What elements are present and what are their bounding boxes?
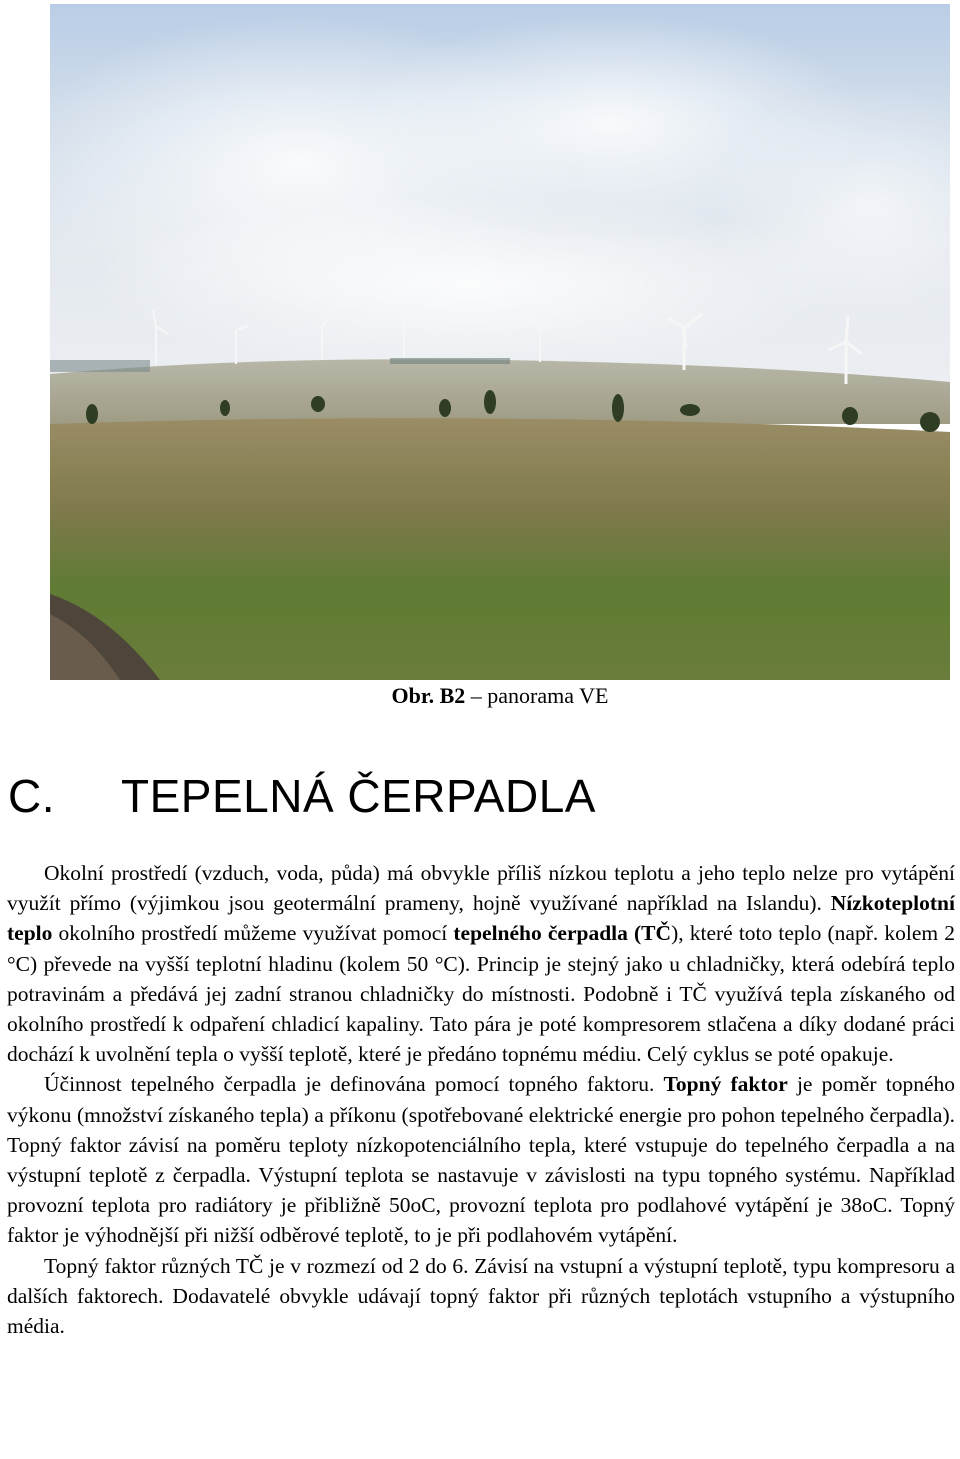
paragraph-3: [7, 1251, 955, 1342]
caption-label: Obr. B2: [391, 683, 466, 708]
wind-turbine-panorama-photo: [50, 4, 950, 680]
paragraph-text: Okolní prostředí (vzduch, voda, půda) má obvykle příliš nízkou teplotu a jeho teplo nelze pro vytápění využít přímo (výjimkou jsou geotermální prameny, hojně využívané například na Islandu).: [7, 861, 955, 916]
section-title: TEPELNÁ ČERPADLA: [121, 770, 596, 822]
paragraph-text: je poměr topného výkonu (množství získaného tepla) a příkonu (spotřebované elektrické energie pro pohon tepelného čerpadla). Topný faktor závisí na poměru teploty nízkopotenciálního tepla, které vstupuje do tepelného čerpadla a na výstupní teplotě z čerpadla. Výstupní teplota se nastavuje v závislosti na typu topného systému. Například provozní teplota pro radiátory je přibližně 50oC, provozní teplota pro podlahové vytápění je 38oC. Topný faktor je výhodnější při nižší odběrové teplotě, to je při podlahovém vytápění.: [7, 1072, 955, 1248]
section-heading: [8, 766, 596, 826]
paragraph-1: [7, 858, 955, 1069]
bold-term: Nízkoteplotní teplo: [7, 891, 955, 946]
body-text: [7, 858, 955, 1341]
caption-text: – panorama VE: [465, 683, 609, 708]
distant-forest: [390, 358, 510, 364]
field: [50, 418, 950, 680]
figure-caption: [0, 680, 960, 712]
paragraph-text: Topný faktor různých TČ je v rozmezí od 2 do 6. Závisí na vstupní a výstupní teplotě, typu kompresoru a dalších faktorech. Dodavatelé obvykle udávají topný faktor při různých teplotách vstupního a výstupního média.: [7, 1253, 955, 1339]
distant-forest: [50, 360, 150, 372]
paragraph-text: okolního prostředí můžeme využívat pomocí: [52, 921, 454, 946]
bold-term: tepelného čerpadla (TČ: [453, 921, 672, 946]
paragraph-text: ), které toto teplo (např. kolem 2 °C) převede na vyšší teplotní hladinu (kolem 50 °C). Princip je stejný jako u chladničky, která odebírá teplo potravinám a předává jej zadní stranou chladničky do místnosti. Podobně i TČ využívá tepla získaného od okolního prostředí k odpaření chladicí kapaliny. Tato pára je poté kompresorem stlačena a díky dodané práci dochází k uvolnění tepla o vyšší teplotě, které je předáno topnému médiu. Celý cyklus se poté opakuje.: [7, 921, 955, 1067]
section-number: C.: [8, 770, 55, 822]
bold-term: Topný faktor: [663, 1072, 788, 1097]
paragraph-text: Účinnost tepelného čerpadla je definována pomocí topného faktoru.: [44, 1072, 664, 1097]
paragraph-2: [7, 1069, 955, 1250]
